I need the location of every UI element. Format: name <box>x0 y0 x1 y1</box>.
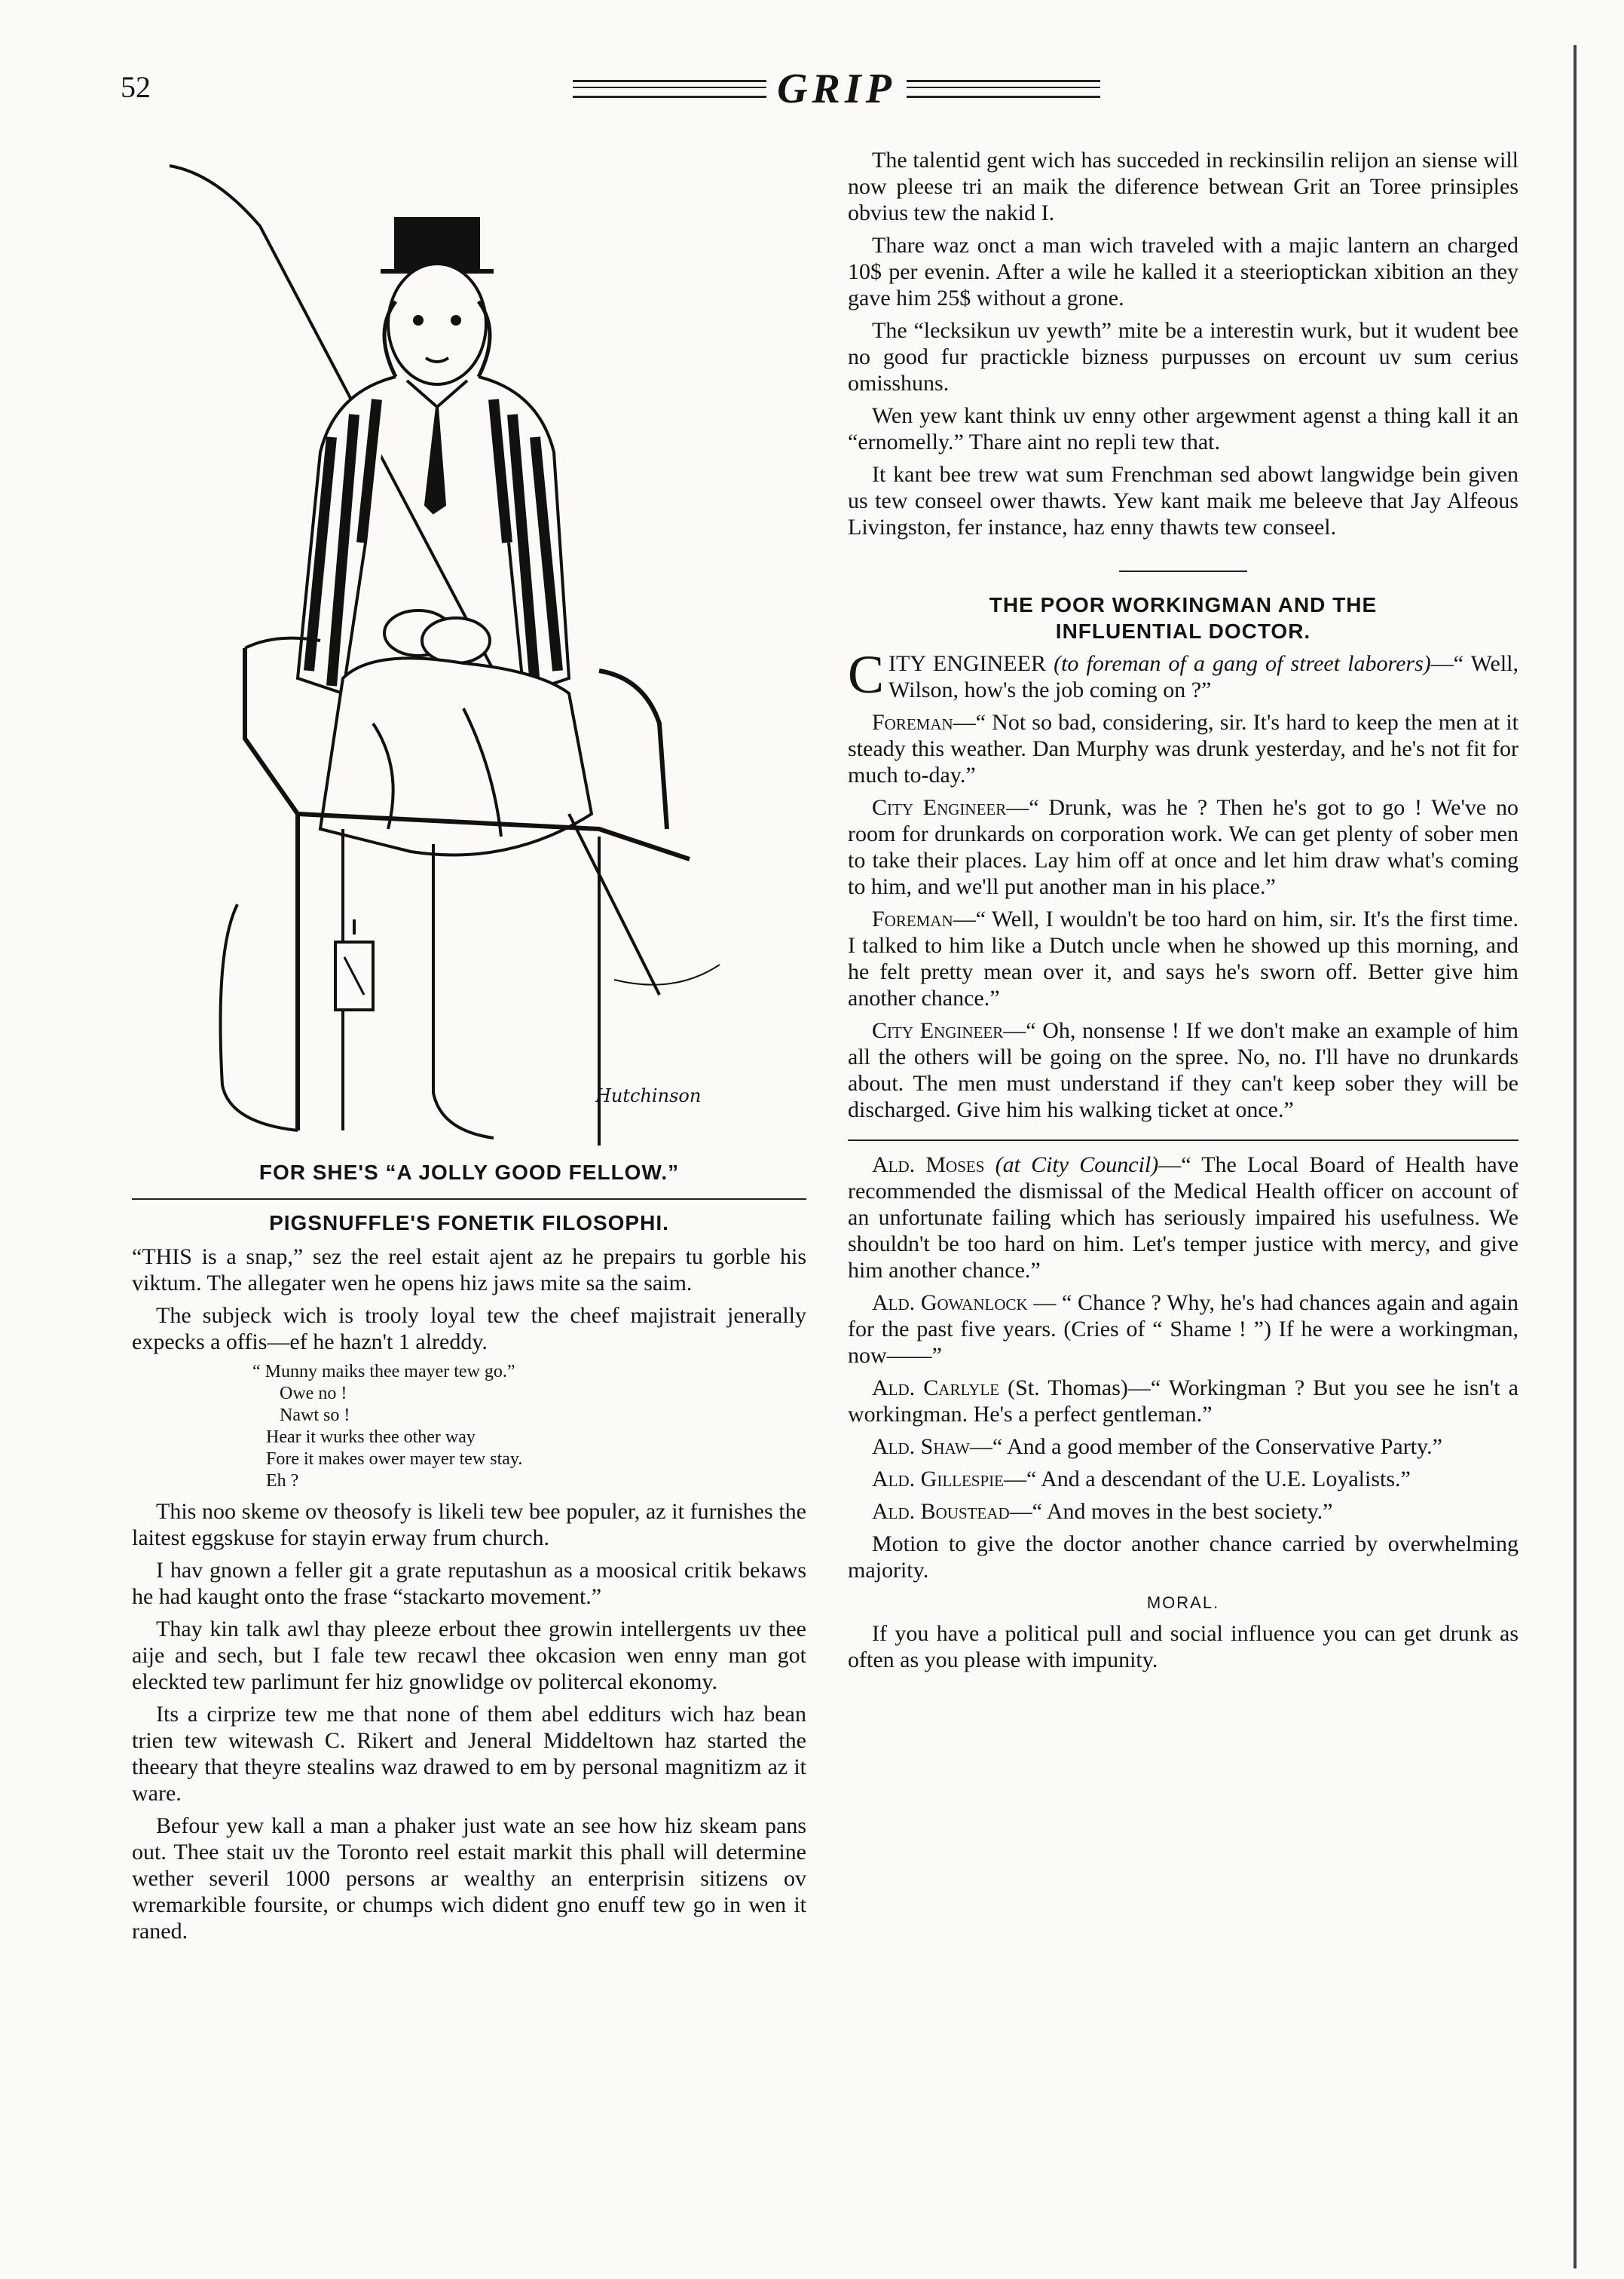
speech: —“ Not so bad, considering, sir. It's hard to keep the men at it steady this weather. Dan Murphy was drunk yesterday, and he's not fit for much to-day.” <box>848 710 1518 788</box>
poem-line: Hear it wurks thee other way <box>252 1427 476 1447</box>
paragraph: Motion to give the doctor another chance carried by overwhelming majority. <box>848 1531 1518 1583</box>
speaker: Ald. Moses <box>872 1152 985 1177</box>
paragraph: It kant bee trew wat sum Frenchman sed abowt langwidge bein given us tew conseel ower thawts. Yew kant maik me beleeve that Jay Alfeous Livingston, fer instance, haz enny thawts tew conseel. <box>848 462 1518 540</box>
dialogue-line <box>848 1375 1518 1427</box>
paragraph: The subjeck wich is trooly loyal tew the cheef majistrait jenerally expecks a offis—ef he hazn't 1 alreddy. <box>132 1303 806 1354</box>
artist-signature: Hutchinson <box>595 1085 702 1106</box>
cartoon-illustration <box>147 151 795 1146</box>
masthead <box>573 66 1100 112</box>
section-divider <box>848 1140 1518 1141</box>
speech: —“ Oh, nonsense ! If we don't make an example of him all the others will be going on the spree. No, no. I'll have no drunkards about. The men must understand if they can't keep sober they will be discharged. Give him his walking ticket at once.” <box>848 1018 1518 1122</box>
speaker: Ald. Boustead <box>872 1499 1010 1524</box>
dialogue-line <box>848 1152 1518 1283</box>
poem-line: “ Munny maiks thee mayer tew go.” <box>252 1362 515 1381</box>
speaker: Foreman <box>872 907 953 931</box>
speaker: Ald. Carlyle <box>872 1375 1000 1400</box>
poem-line: Eh ? <box>252 1471 299 1491</box>
workingman-heading-line1: THE POOR WORKINGMAN AND THE <box>989 593 1378 616</box>
paragraph: Its a cirprize tew me that none of them abel edditurs wich haz bean trien tew witewash C. Rikert and Jeneral Middeltown haz started the theeary that theyre stealins waz drawed to em by personal magnitizm az it ware. <box>132 1702 806 1806</box>
speech: —“ And moves in the best society.” <box>1009 1499 1333 1524</box>
workingman-heading-line2: INFLUENTIAL DOCTOR. <box>1055 619 1311 643</box>
short-divider <box>1119 571 1247 572</box>
poem-line: Fore it makes ower mayer tew stay. <box>252 1449 523 1469</box>
paragraph: This noo skeme ov theosofy is likeli tew bee populer, az it furnishes the laitest eggskuse for stayin erway frum church. <box>132 1499 806 1550</box>
speaker: City Engineer <box>872 795 1007 820</box>
stage-direction: (to foreman of a gang of street laborers) <box>1054 651 1431 676</box>
poem-line: Owe no ! <box>252 1384 347 1403</box>
left-column <box>132 1210 806 1950</box>
paragraph: The talentid gent wich has succeded in reckinsilin relijon an siense will now pleese tri an maik the diference betwean Grit an Toree prinsiples obvius tew the nakid I. <box>848 148 1518 225</box>
speaker: City Engineer <box>872 1018 1004 1043</box>
paragraph: I hav gnown a feller git a grate reputashun as a moosical critik bekaws he had kaught onto the frase “stackarto movement.” <box>132 1558 806 1609</box>
dialogue-line <box>848 644 1519 705</box>
paragraph: Befour yew kall a man a phaker just wate an see how hiz skeam pans out. Thee stait uv the Toronto reel estait markit this phall will determine wether severil 1000 persons ar wealthy an enterprisin sitizens ov wremarkible foursite, or chumps wich dident gno enuff tew go in wen it raned. <box>132 1813 806 1944</box>
dialogue-line <box>848 1289 1518 1369</box>
dialogue-line <box>848 906 1518 1011</box>
paragraph: Wen yew kant think uv enny other argewment agenst a thing kall it an “ernomelly.” Thare aint no repli tew that. <box>848 403 1518 454</box>
speech: —“ Drunk, was he ? Then he's got to go ! We've no room for drunkards on corporation work. We can get plenty of sober men to take their places. Lay him off at once and let him draw what's coming to him, and we'll put another man in his place.” <box>848 795 1518 899</box>
stage-direction: (at City Council) <box>995 1152 1159 1177</box>
moral-text: If you have a political pull and social influence you can get drunk as often as you please with impunity. <box>848 1621 1518 1672</box>
masthead-title: GRIP <box>777 66 896 112</box>
drop-cap: C <box>848 644 885 705</box>
page-edge <box>1574 45 1577 2268</box>
paragraph: “THIS is a snap,” sez the reel estait ajent az he prepairs tu gorble his viktum. The allegater wen he opens hiz jaws mite sa the saim. <box>132 1244 806 1296</box>
speech: —“ And a good member of the Conservative Party.” <box>969 1434 1442 1459</box>
speaker: Ald. Gowanlock <box>872 1290 1028 1315</box>
masthead-rule-right <box>907 80 1100 98</box>
illustration-caption: FOR SHE'S “A JOLLY GOOD FELLOW.” <box>258 1161 680 1184</box>
dialogue-line <box>848 1466 1518 1492</box>
paragraph: The “lecksikun uv yewth” mite be a interestin wurk, but it wudent bee no good fur practickle bizness purpusses on ercount uv sum cerius omisshuns. <box>848 318 1518 396</box>
dialogue-line <box>848 1433 1518 1460</box>
paragraph: Thare waz onct a man wich traveled with a majic lantern an charged 10$ per evenin. After a wile he kalled it a steerioptickan xibition an they gave him 25$ without a grone. <box>848 233 1518 310</box>
right-column <box>848 147 1518 1679</box>
poem-line: Nawt so ! <box>252 1406 350 1425</box>
speech: (St. Thomas)—“ Workingman ? But you see he isn't a workingman. He's a perfect gentleman.” <box>848 1375 1518 1427</box>
speaker: Ald. Shaw <box>872 1434 970 1459</box>
caption-divider <box>132 1198 806 1200</box>
speech: —“ And a descendant of the U.E. Loyalists.” <box>1003 1467 1411 1491</box>
dialogue-line <box>848 1017 1518 1123</box>
speech: —“ The Local Board of Health have recommended the dismissal of the Medical Health officer on account of an unfortunate failing which has seriously impaired his usefulness. We shouldn't be too hard on him. Let's temper justice with mercy, and give him another chance.” <box>848 1152 1519 1283</box>
page-number: 52 <box>121 70 151 104</box>
paragraph: Thay kin talk awl thay pleeze erbout thee growin intellergents uv thee aije and sech, but I fale tew recawl thee okcasion wen enny man got eleckted tew parlimunt fer hiz gnowlidge ov politercal ekonomy. <box>132 1617 806 1694</box>
speaker: ITY ENGINEER <box>888 651 1046 676</box>
poem <box>252 1361 806 1492</box>
dialogue-line <box>848 1498 1518 1525</box>
masthead-rule-left <box>573 80 766 98</box>
moral-label: MORAL. <box>1146 1593 1220 1612</box>
speaker: Foreman <box>872 710 953 735</box>
dialogue-line <box>848 709 1518 788</box>
speech: — “ Chance ? Why, he's had chances again and again for the past five years. (Cries of “ Shame ! ”) If he were a workingman, now——” <box>848 1290 1518 1368</box>
speech: —“ Well, I wouldn't be too hard on him, sir. It's the first time. I talked to him like a Dutch uncle when he showed up this morning, and he felt pretty mean over it, and says he's sworn off. Better give him another chance.” <box>848 907 1518 1011</box>
fonetik-heading: PIGSNUFFLE'S FONETIK FILOSOPHI. <box>269 1211 669 1234</box>
speaker: Ald. Gillespie <box>872 1467 1004 1491</box>
speech: —“ Well, Wilson, how's the job coming on ?” <box>888 651 1519 702</box>
dialogue-line <box>848 794 1518 900</box>
